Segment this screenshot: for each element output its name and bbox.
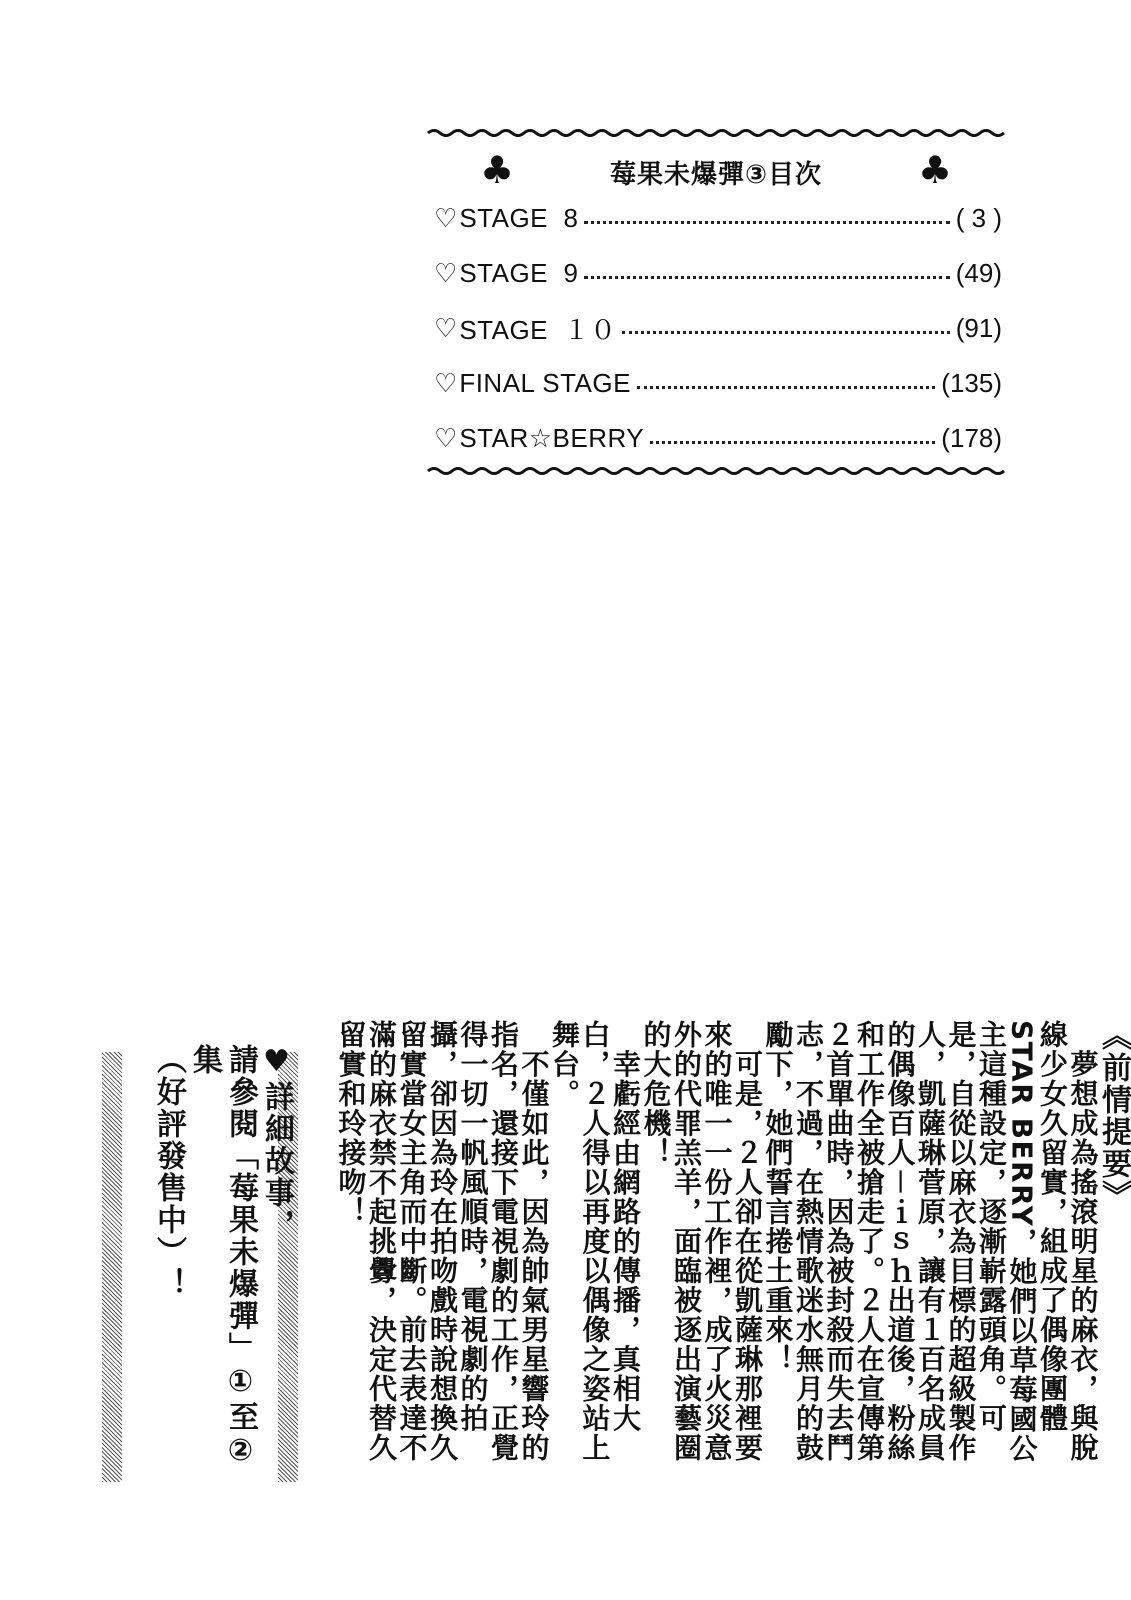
toc-header bbox=[428, 148, 1004, 198]
table-of-contents bbox=[428, 120, 1004, 482]
summary-paragraph: 夢想成為搖滾明星的麻衣，與脫線少女久留實，組成了偶像團體STAR BERRY，她們以草莓國公主這種設定，逐漸嶄露頭角。可是，自從以麻衣為目標的超級製作人，凱薩琳菅原，讓有１百名成員的偶像百人－ｉｓｈ出道後，粉絲和工作全被搶走了。２人在宣傳第２首單曲時，因為被封殺而失去鬥志，不過，在熱情歌迷水無月的鼓勵下，她們誓言捲土重來！ bbox=[761, 1020, 1100, 1464]
toc-entry[interactable] bbox=[434, 363, 1002, 403]
heart-icon: ♡ bbox=[434, 422, 458, 453]
toc-entry-page: (91) bbox=[955, 312, 1002, 343]
toc-entry-page: (178) bbox=[941, 422, 1002, 453]
toc-entry-label: FINAL STAGE bbox=[459, 367, 631, 398]
decorative-border-bottom bbox=[428, 466, 1004, 476]
heart-icon: ♡ bbox=[434, 202, 458, 233]
heart-icon: ♡ bbox=[434, 257, 458, 288]
club-icon: ♣ bbox=[480, 148, 515, 192]
toc-entry-label: STAGE 9 bbox=[459, 257, 579, 288]
dot-leader bbox=[584, 221, 949, 224]
reference-line: ♥詳細故事， bbox=[259, 1044, 294, 1241]
reference-note bbox=[150, 1044, 294, 1484]
dot-leader bbox=[637, 386, 935, 389]
heart-icon: ♡ bbox=[434, 312, 458, 343]
toc-entry[interactable] bbox=[434, 308, 1002, 348]
toc-entry-page: (135) bbox=[941, 367, 1002, 398]
dot-leader bbox=[584, 276, 949, 279]
toc-entry[interactable] bbox=[434, 253, 1002, 293]
toc-entry[interactable] bbox=[434, 418, 1002, 458]
story-summary bbox=[334, 1020, 1131, 1480]
toc-entry-page: ( 3 ) bbox=[955, 202, 1002, 233]
toc-entry-page: (49) bbox=[955, 257, 1002, 288]
dot-leader bbox=[650, 441, 935, 444]
summary-paragraph: 幸虧經由網路的傳播，真相大白，２人得以再度以偶像之姿站上舞台。 bbox=[548, 1020, 642, 1463]
toc-entry[interactable] bbox=[434, 198, 1002, 238]
decorative-border-top bbox=[428, 128, 1004, 138]
toc-entry-label: STAGE １０ bbox=[459, 314, 617, 345]
summary-paragraph: 可是，２人卻在從凱薩琳那裡要來的唯一一份工作裡，成了火災意外的代罪羔羊，面臨被逐出演藝圈的大危機！ bbox=[639, 1020, 764, 1463]
reference-line: 請參閱「莓果未爆彈」①至②集 bbox=[187, 1044, 258, 1470]
summary-paragraph: 不僅如此，因為帥氣男星響玲的指名，還接下電視劇的工作，正覺得一切一帆風順時，電視劇的拍攝，卻因為玲在拍吻戲時說想換久留實當女主角而中斷。前去表達不滿的麻衣禁不起挑釁，決定代替久留實和玲接吻！ bbox=[334, 1020, 551, 1463]
hatched-border-left bbox=[102, 1052, 122, 1482]
club-icon: ♣ bbox=[918, 148, 953, 192]
reference-line: （好評發售中）！ bbox=[151, 1044, 186, 1300]
heart-icon: ♡ bbox=[434, 367, 458, 398]
summary-heading: 《前情提要》 bbox=[1096, 1020, 1131, 1212]
dot-leader bbox=[622, 331, 949, 334]
toc-entry-label: STAGE 8 bbox=[459, 202, 579, 233]
toc-title: 莓果未爆彈③目次 bbox=[609, 160, 822, 190]
toc-entry-label: STAR☆BERRY bbox=[459, 422, 645, 453]
